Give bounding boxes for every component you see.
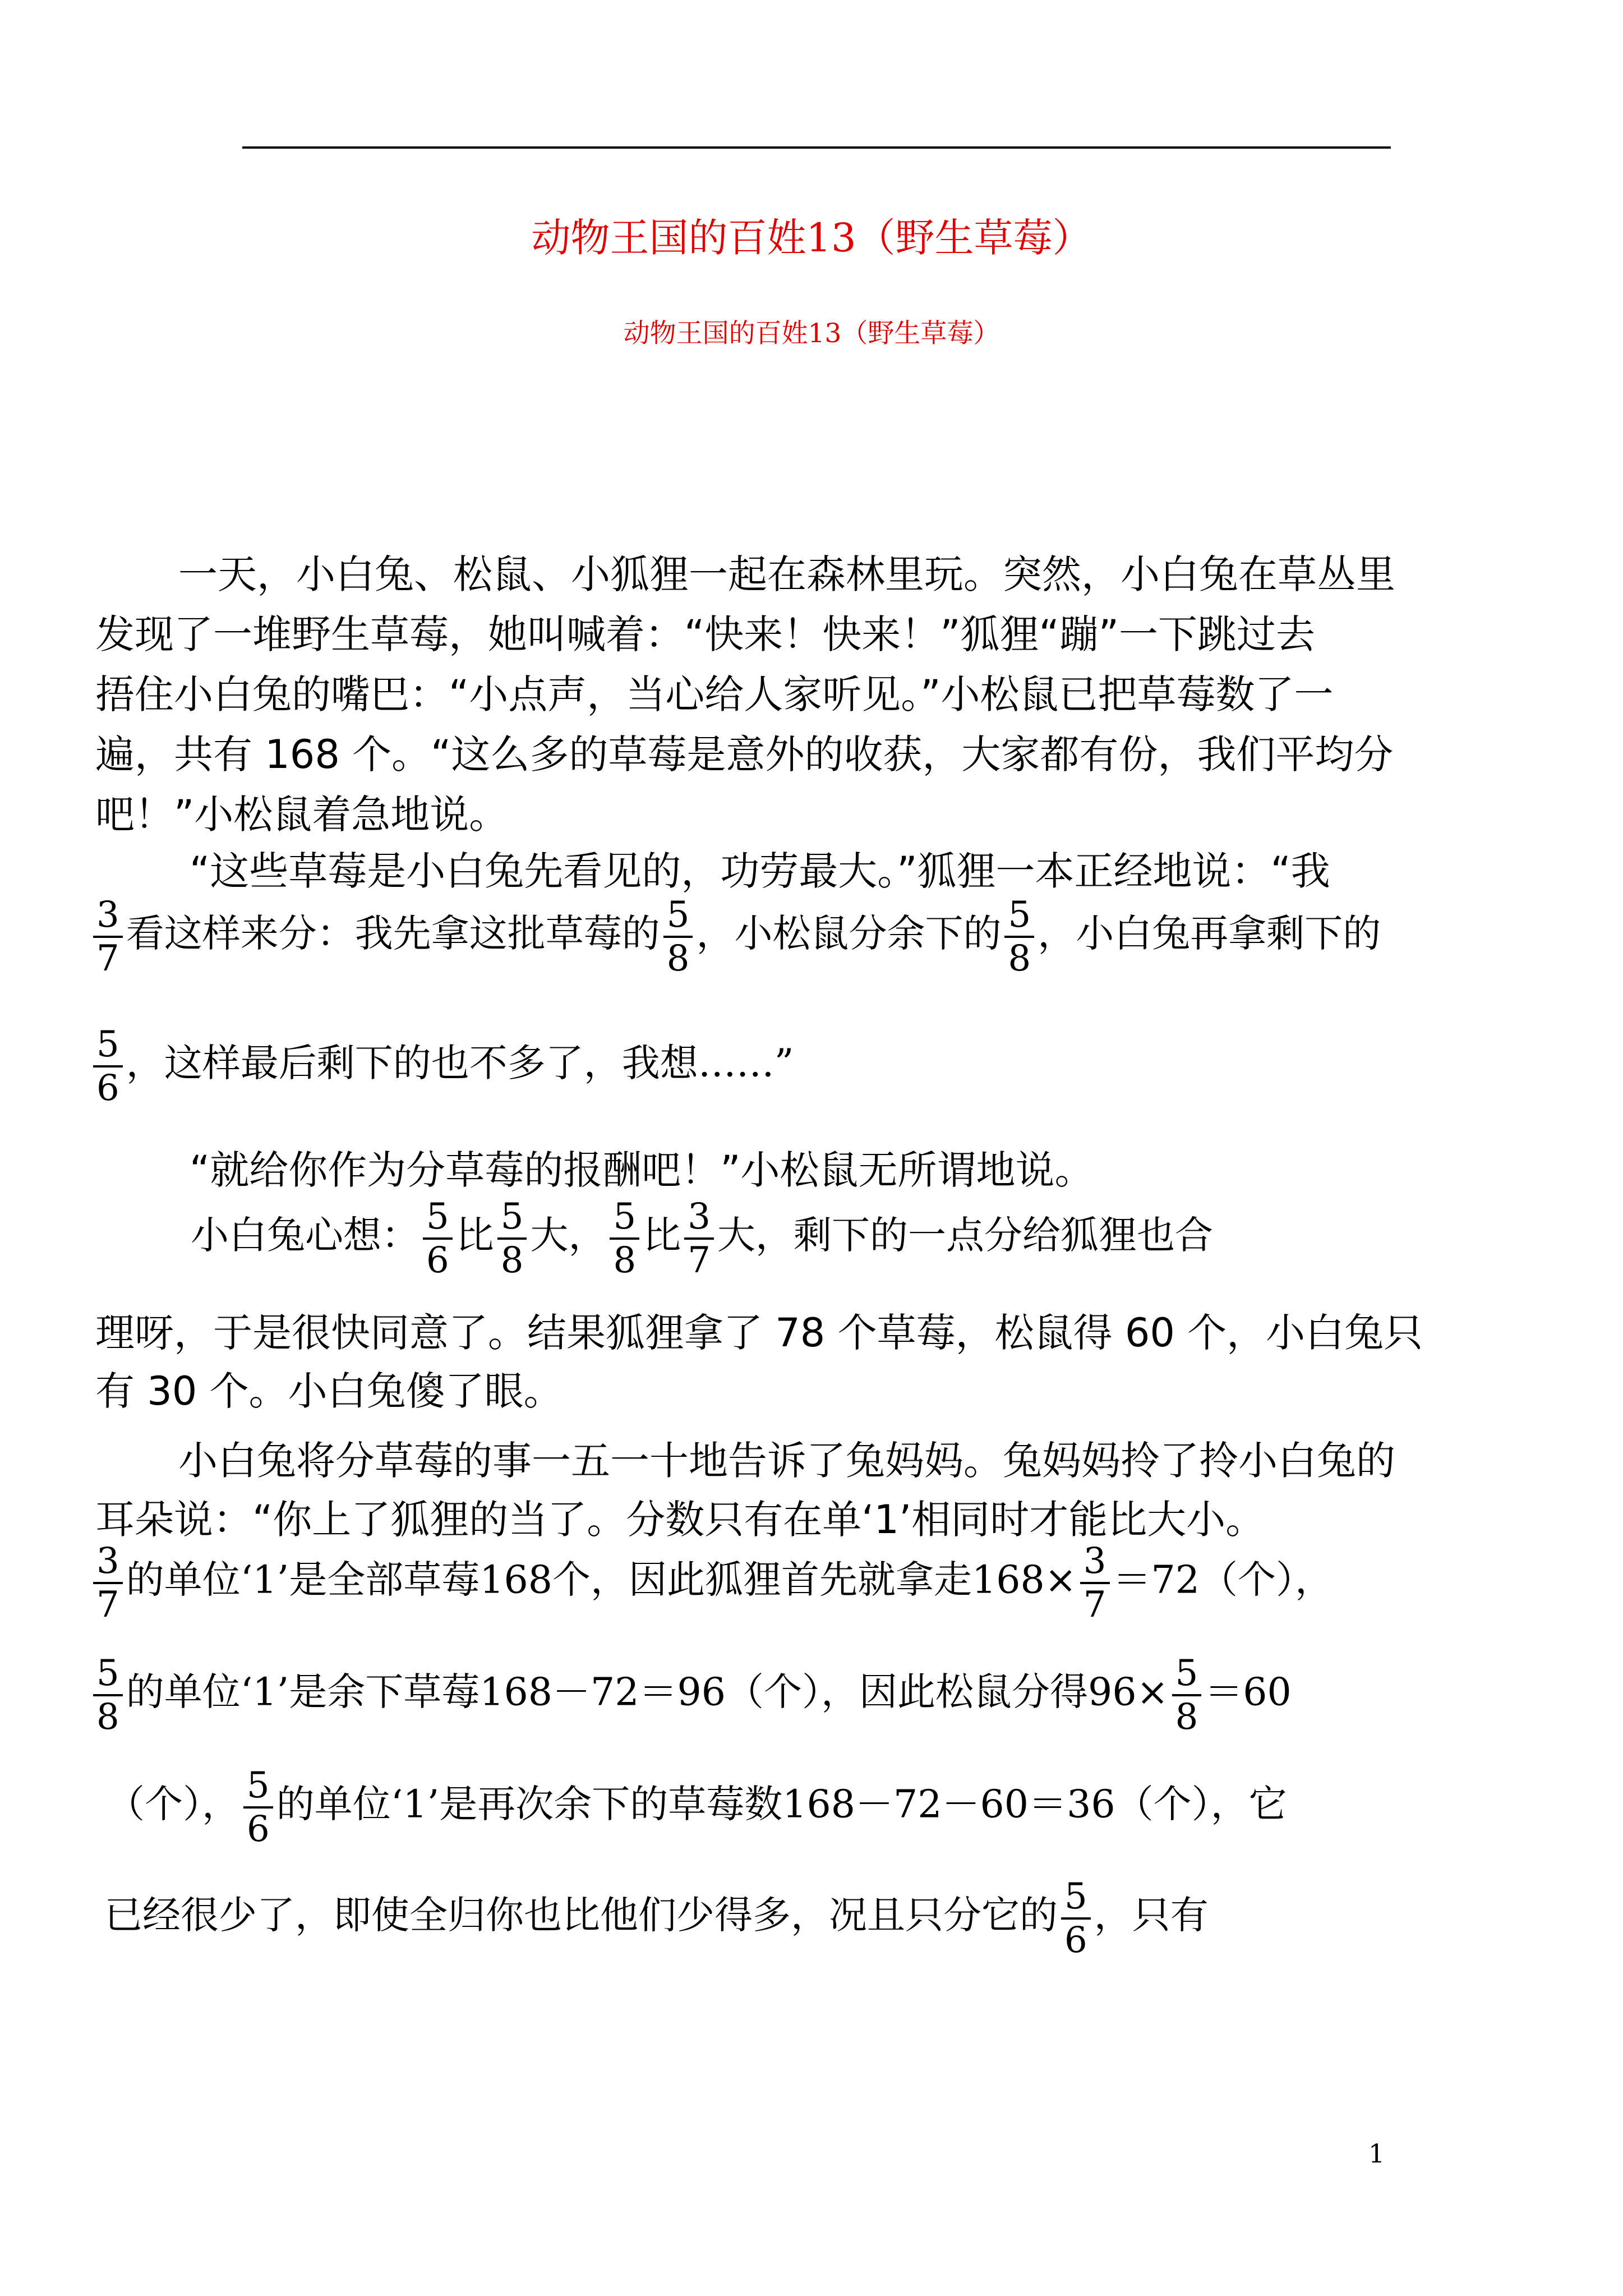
- fraction: $\frac{3}{7}$: [93, 894, 123, 979]
- text-line: 吧！”小松鼠着急地说。: [95, 792, 509, 838]
- page-number: 1: [1368, 2138, 1385, 2169]
- text-line: 小白兔心想： $\frac{5}{6}$ 比 $\frac{5}{8}$ 大， $\frac{5}{8}$ 比 $\frac{3}{7}$ 大，剩下的一点分给狐狸也合: [191, 1196, 1213, 1281]
- text-line: $\frac{3}{7}$ 看这样来分：我先拿这批草莓的 $\frac{5}{8}$ ，小松鼠分余下的 $\frac{5}{8}$ ，小白兔再拿剩下的: [90, 894, 1381, 979]
- fraction: $\frac{5}{6}$: [243, 1765, 273, 1850]
- text-line: $\frac{5}{8}$ 的单位‘1’是余下草莓168－72＝96（个），因此松鼠分得96× $\frac{5}{8}$ ＝60: [90, 1653, 1292, 1738]
- fraction: $\frac{5}{8}$: [610, 1196, 639, 1281]
- header-rule: [242, 146, 1391, 149]
- text-line: $\frac{5}{6}$ ，这样最后剩下的也不多了，我想……”: [90, 1024, 794, 1109]
- fraction: $\frac{5}{8}$: [93, 1653, 123, 1738]
- fraction: $\frac{5}{8}$: [1004, 894, 1034, 979]
- text-line: $\frac{3}{7}$ 的单位‘1’是全部草莓168个，因此狐狸首先就拿走168× $\frac{3}{7}$ ＝72（个），: [90, 1540, 1333, 1626]
- text-line: “就给你作为分草莓的报酬吧！”小松鼠无所谓地说。: [190, 1147, 1094, 1193]
- fraction: $\frac{3}{7}$: [1080, 1540, 1110, 1626]
- fraction: $\frac{5}{6}$: [93, 1024, 123, 1109]
- fraction: $\frac{5}{8}$: [663, 894, 693, 979]
- fraction: $\frac{3}{7}$: [684, 1196, 714, 1281]
- text-line: 捂住小白兔的嘴巴：“小点声，当心给人家听见。”小松鼠已把草莓数了一: [95, 671, 1334, 717]
- document-title: 动物王国的百姓13（野生草莓）: [531, 215, 1092, 261]
- fraction: $\frac{5}{6}$: [1061, 1876, 1091, 1961]
- fraction: $\frac{5}{8}$: [497, 1196, 527, 1281]
- text-line: 有 30 个。小白兔傻了眼。: [95, 1368, 563, 1414]
- fraction: $\frac{5}{6}$: [423, 1196, 453, 1281]
- text-line: 理呀，于是很快同意了。结果狐狸拿了 78 个草莓，松鼠得 60 个，小白兔只: [95, 1310, 1423, 1356]
- fraction: $\frac{3}{7}$: [93, 1540, 123, 1626]
- text-line: 小白兔将分草莓的事一五一十地告诉了兔妈妈。兔妈妈拎了拎小白兔的: [178, 1438, 1395, 1484]
- text-line: 一天，小白兔、松鼠、小狐狸一起在森林里玩。突然，小白兔在草丛里: [178, 551, 1395, 597]
- text-line: 已经很少了，即使全归你也比他们少得多，况且只分它的 $\frac{5}{6}$ ，只有: [104, 1876, 1209, 1961]
- document-subtitle: 动物王国的百姓13（野生草莓）: [623, 318, 1000, 349]
- text-line: “这些草莓是小白兔先看见的，功劳最大。”狐狸一本正经地说：“我: [190, 848, 1330, 894]
- fraction: $\frac{5}{8}$: [1172, 1653, 1202, 1738]
- text-line: 发现了一堆野生草莓，她叫喊着：“快来！快来！”狐狸“蹦”一下跳过去: [95, 611, 1316, 657]
- text-line: （个）， $\frac{5}{6}$ 的单位‘1’是再次余下的草莓数168－72－60＝36（个），它: [107, 1765, 1287, 1850]
- text-line: 遍，共有 168 个。“这么多的草莓是意外的收获，大家都有份，我们平均分: [95, 731, 1394, 777]
- text-line: 耳朵说：“你上了狐狸的当了。分数只有在单‘1’相同时才能比大小。: [95, 1497, 1265, 1543]
